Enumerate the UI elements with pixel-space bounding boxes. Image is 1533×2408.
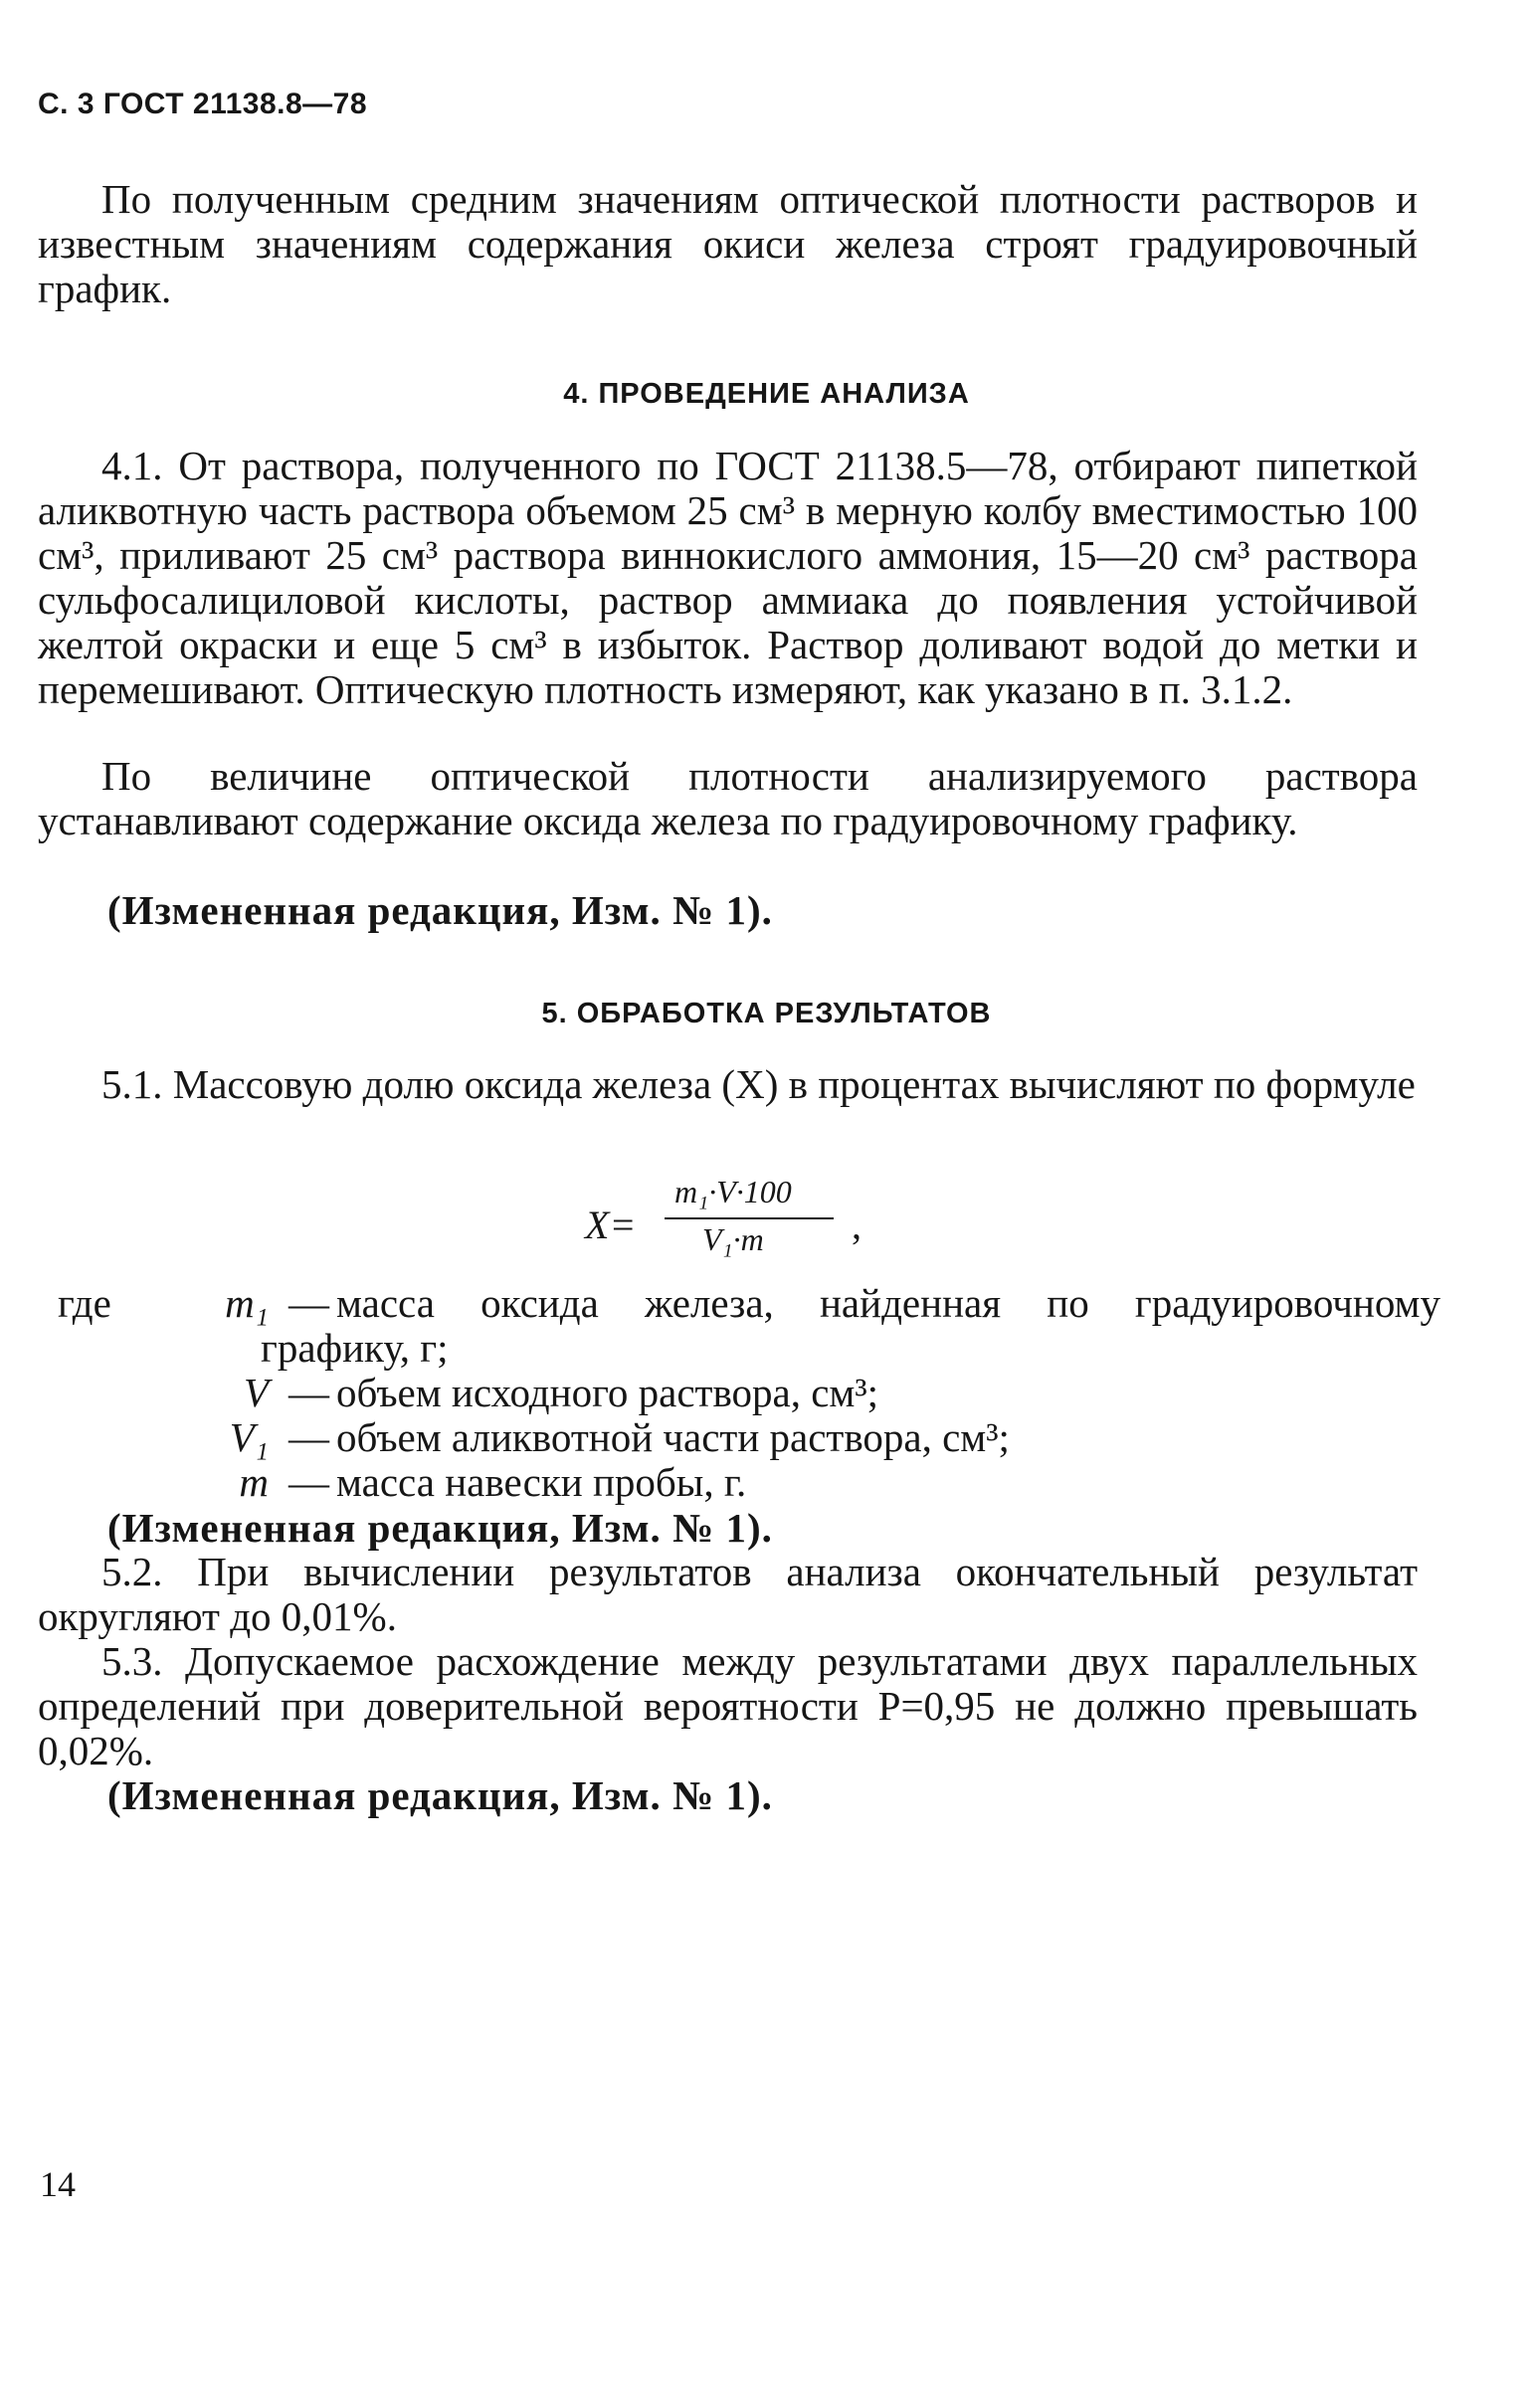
section-5-1-paragraph: 5.1. Массовую долю оксида железа (X) в процентах вычисляют по формуле — [101, 1061, 1416, 1107]
definition-row — [38, 1460, 1431, 1505]
section-4-paragraph-2: По величине оптической плотности анализируемого раствора устанавливают содержание оксида железа по градуировочному графику. — [38, 753, 1418, 843]
section-5-2-paragraph: 5.2. При вычислении результатов анализа окончательный результат округляют до 0,01%. — [38, 1549, 1418, 1639]
section-5-change-note: (Измененная редакция, Изм. № 1). — [107, 1505, 773, 1551]
where-word: где — [58, 1280, 111, 1326]
page-number: 14 — [40, 2164, 76, 2204]
definition-symbol: V — [243, 1370, 269, 1415]
definition-text: объем аликвотной части раствора, см³; — [336, 1414, 1010, 1460]
formula-comma: , — [852, 1203, 862, 1247]
definition-symbol: V₁ — [229, 1414, 269, 1460]
definition-text: объем исходного раствора, см³; — [336, 1370, 879, 1415]
section-4-change-note: (Измененная редакция, Изм. № 1). — [107, 887, 773, 933]
definition-continuation: графику, г; — [261, 1325, 449, 1371]
formula-lhs: X= — [585, 1203, 637, 1247]
mass-fraction-formula — [585, 1174, 903, 1263]
section-5-3-paragraph: 5.3. Допускаемое расхождение между результатами двух параллельных определений при доверительной вероятности P=0,95 не должно превышать 0,02%. — [38, 1638, 1418, 1773]
section-4-1-paragraph: 4.1. От раствора, полученного по ГОСТ 21138.5—78, отбирают пипеткой аликвотную часть раствора объемом 25 см³ в мерную колбу вместимостью 100 см³, приливают 25 см³ раствора виннокислого аммония, 15—20 см³ раствора сульфосалициловой кислоты, раствор аммиака до появления устойчивой желтой окраски и еще 5 см³ в избыток. Раствор доливают водой до метки и перемешивают. Оптическую плотность измеряют, как указано в п. 3.1.2. — [38, 443, 1418, 712]
formula-numerator: m₁·V·100 — [674, 1174, 792, 1209]
definition-dash: — — [288, 1414, 329, 1460]
definition-text: масса навески пробы, г. — [336, 1459, 747, 1505]
intro-paragraph: По полученным средним значениям оптической плотности растворов и известным значениям содержания окиси железа строят градуировочный график. — [38, 176, 1418, 311]
formula-fraction-bar — [665, 1217, 834, 1219]
section-5-change-note: (Измененная редакция, Изм. № 1). — [107, 1772, 773, 1818]
definition-row — [38, 1280, 1440, 1326]
definition-symbol: m₁ — [225, 1280, 269, 1326]
definition-dash: — — [288, 1280, 329, 1326]
definition-dash: — — [288, 1370, 329, 1415]
definition-symbol: m — [239, 1459, 269, 1505]
definition-row — [38, 1371, 1431, 1415]
formula-denominator: V₁·m — [702, 1221, 764, 1257]
definition-text: масса оксида железа, найденная по градуировочному — [336, 1280, 1440, 1326]
section-5-heading: 5. ОБРАБОТКА РЕЗУЛЬТАТОВ — [541, 998, 992, 1029]
definition-dash: — — [288, 1459, 329, 1505]
definition-row — [38, 1415, 1431, 1460]
page-header: С. 3 ГОСТ 21138.8—78 — [38, 88, 368, 120]
section-4-heading: 4. ПРОВЕДЕНИЕ АНАЛИЗА — [563, 378, 970, 410]
